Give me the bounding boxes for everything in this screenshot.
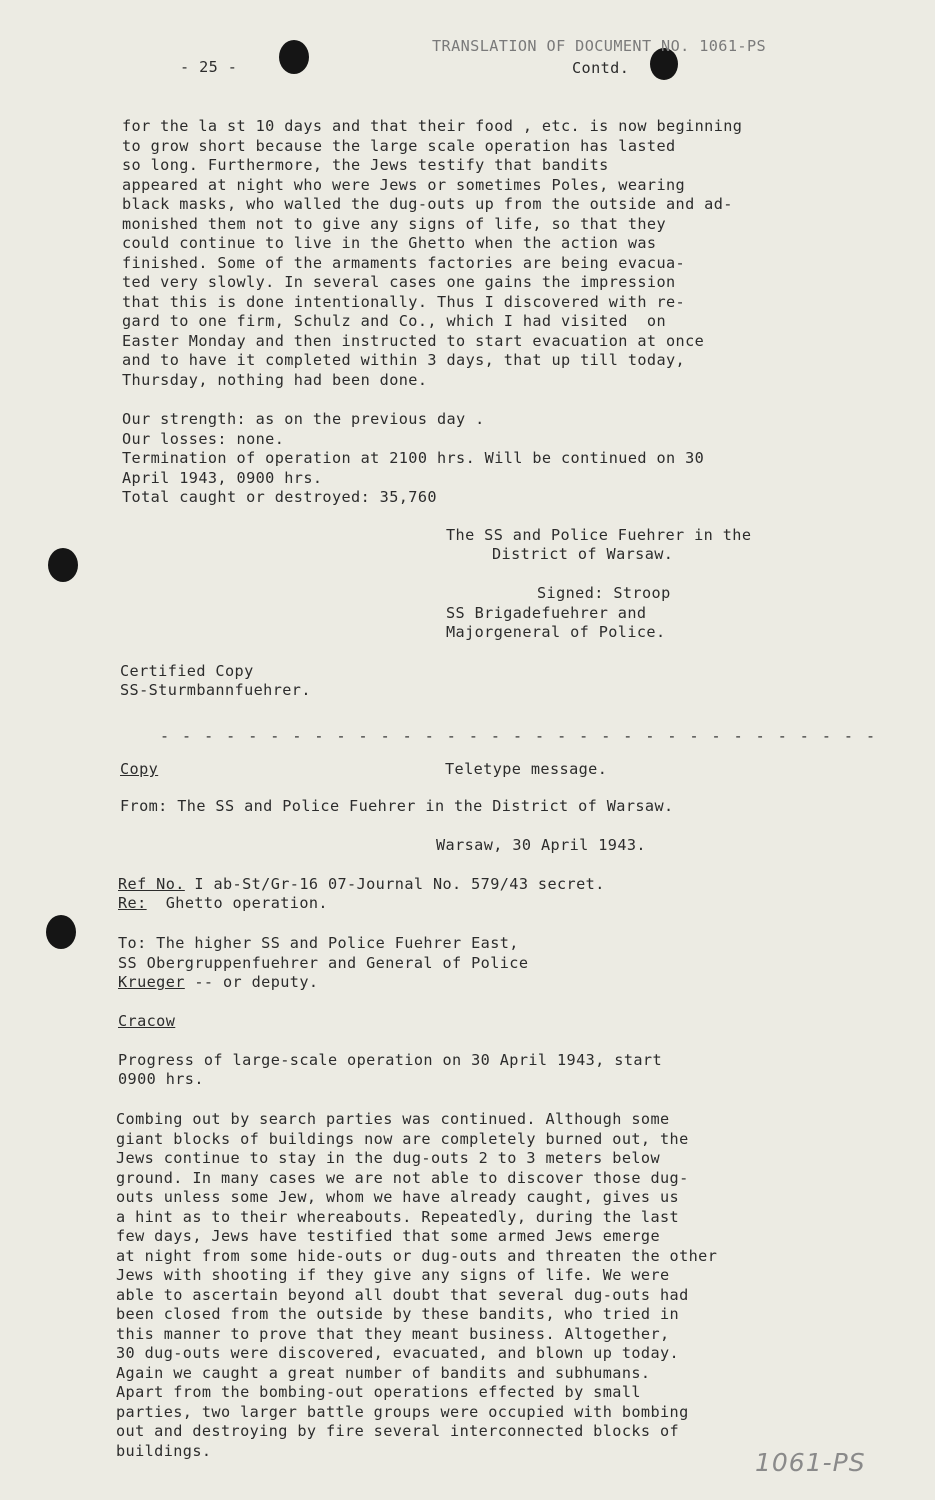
certified-rank: SS-Sturmbannfuehrer. <box>120 681 311 699</box>
ref-value: I ab-St/Gr-16 07-Journal No. 579/43 secret. <box>184 875 605 893</box>
continued-label: Contd. <box>572 59 630 77</box>
signed-name: Signed: Stroop <box>537 584 671 602</box>
reference-line <box>118 875 605 895</box>
text-line: Thursday, nothing had been done. <box>122 370 428 389</box>
separator-line: - - - - - - - - - - - - - - - - - - - - - - - - - - - - - - - - - <box>160 727 877 745</box>
punch-hole-middle <box>48 548 78 582</box>
termination-date-line: April 1943, 0900 hrs. <box>122 468 323 487</box>
subject-line <box>118 894 328 914</box>
operation-stats <box>122 410 704 508</box>
text-line: appeared at night who were Jews or sometimes Poles, wearing <box>122 175 686 194</box>
text-line: gard to one firm, Schulz and Co., which I had visited on <box>122 312 666 330</box>
text-line: Jews continue to stay in the dug-outs 2 to 3 meters below <box>116 1149 660 1167</box>
signature-title-2: District of Warsaw. <box>492 545 674 563</box>
text-line: parties, two larger battle groups were occupied with bombing <box>116 1402 689 1421</box>
text-line: ground. In many cases we are not able to discover those dug- <box>116 1168 689 1187</box>
copy-label: Copy <box>120 760 159 778</box>
text-line: been closed from the outside by these bandits, who tried in <box>116 1305 680 1323</box>
text-line: Combing out by search parties was continued. Although some <box>116 1110 670 1128</box>
text-line: at night from some hide-outs or dug-outs and threaten the other <box>116 1246 718 1265</box>
text-line: giant blocks of buildings now are completely burned out, the <box>116 1129 689 1148</box>
document-reference: TRANSLATION OF DOCUMENT NO. 1061-PS <box>432 37 767 55</box>
text-line: Apart from the bombing-out operations effected by small <box>116 1383 641 1401</box>
recipient-line-1: To: The higher SS and Police Fuehrer East, <box>118 934 519 952</box>
text-line: this manner to prove that they meant business. Altogether, <box>116 1324 670 1343</box>
message-place-date: Warsaw, 30 April 1943. <box>436 836 646 854</box>
text-line: out and destroying by fire several interconnected blocks of <box>116 1422 680 1440</box>
recipient-name: Krueger <box>118 973 185 991</box>
text-line: a hint as to their whereabouts. Repeatedly, during the last <box>116 1207 680 1226</box>
punch-hole-top <box>279 40 309 74</box>
text-line: able to ascertain beyond all doubt that several dug-outs had <box>116 1285 689 1304</box>
message-type: Teletype message. <box>445 760 608 778</box>
recipient-line-3 <box>118 973 318 993</box>
signature-title-1: The SS and Police Fuehrer in the <box>446 526 752 544</box>
losses-line: Our losses: none. <box>122 429 285 448</box>
ref-label: Ref No. <box>118 875 185 893</box>
report-paragraph <box>122 117 742 390</box>
text-line: finished. Some of the armaments factories are being evacua- <box>122 253 686 272</box>
text-line: Again we caught a great number of bandits and subhumans. <box>116 1363 651 1382</box>
text-line: for the la st 10 days and that their food , etc. is now beginning <box>122 117 743 135</box>
certified-copy: Certified Copy <box>120 662 254 680</box>
text-line: and to have it completed within 3 days, that up till today, <box>122 351 686 369</box>
text-line: few days, Jews have testified that some armed Jews emerge <box>116 1227 660 1245</box>
text-line: Jews with shooting if they give any signs of life. We were <box>116 1266 670 1284</box>
progress-line-2: 0900 hrs. <box>118 1070 204 1088</box>
progress-line-1: Progress of large-scale operation on 30 April 1943, start <box>118 1051 662 1069</box>
termination-line: Termination of operation at 2100 hrs. Will be continued on 30 <box>122 449 705 467</box>
text-line: so long. Furthermore, the Jews testify that bandits <box>122 156 609 174</box>
text-line: black masks, who walled the dug-outs up from the outside and ad- <box>122 195 733 213</box>
total-caught-line: Total caught or destroyed: 35,760 <box>122 488 437 506</box>
handwritten-document-number: 1061-PS <box>755 1448 866 1477</box>
text-line: buildings. <box>116 1441 212 1460</box>
re-value: Ghetto operation. <box>146 894 328 912</box>
message-from: From: The SS and Police Fuehrer in the District of Warsaw. <box>120 797 674 815</box>
recipient-city: Cracow <box>118 1012 176 1030</box>
strength-line: Our strength: as on the previous day . <box>122 410 485 428</box>
text-line: monished them not to give any signs of life, so that they <box>122 214 666 233</box>
recipient-line-2: SS Obergruppenfuehrer and General of Police <box>118 954 529 972</box>
progress-paragraph <box>116 1110 717 1461</box>
re-label: Re: <box>118 894 147 912</box>
text-line: outs unless some Jew, whom we have already caught, gives us <box>116 1188 680 1206</box>
signature-rank-1: SS Brigadefuehrer and <box>446 604 647 622</box>
signature-rank-2: Majorgeneral of Police. <box>446 623 666 641</box>
text-line: 30 dug-outs were discovered, evacuated, and blown up today. <box>116 1344 680 1362</box>
text-line: could continue to live in the Ghetto when the action was <box>122 234 657 252</box>
page-number: - 25 - <box>180 58 238 76</box>
recipient-rest: -- or deputy. <box>184 973 319 991</box>
text-line: that this is done intentionally. Thus I discovered with re- <box>122 292 686 311</box>
text-line: ted very slowly. In several cases one gains the impression <box>122 273 676 291</box>
text-line: Easter Monday and then instructed to start evacuation at once <box>122 331 705 350</box>
text-line: to grow short because the large scale operation has lasted <box>122 136 676 155</box>
punch-hole-bottom <box>46 915 76 949</box>
